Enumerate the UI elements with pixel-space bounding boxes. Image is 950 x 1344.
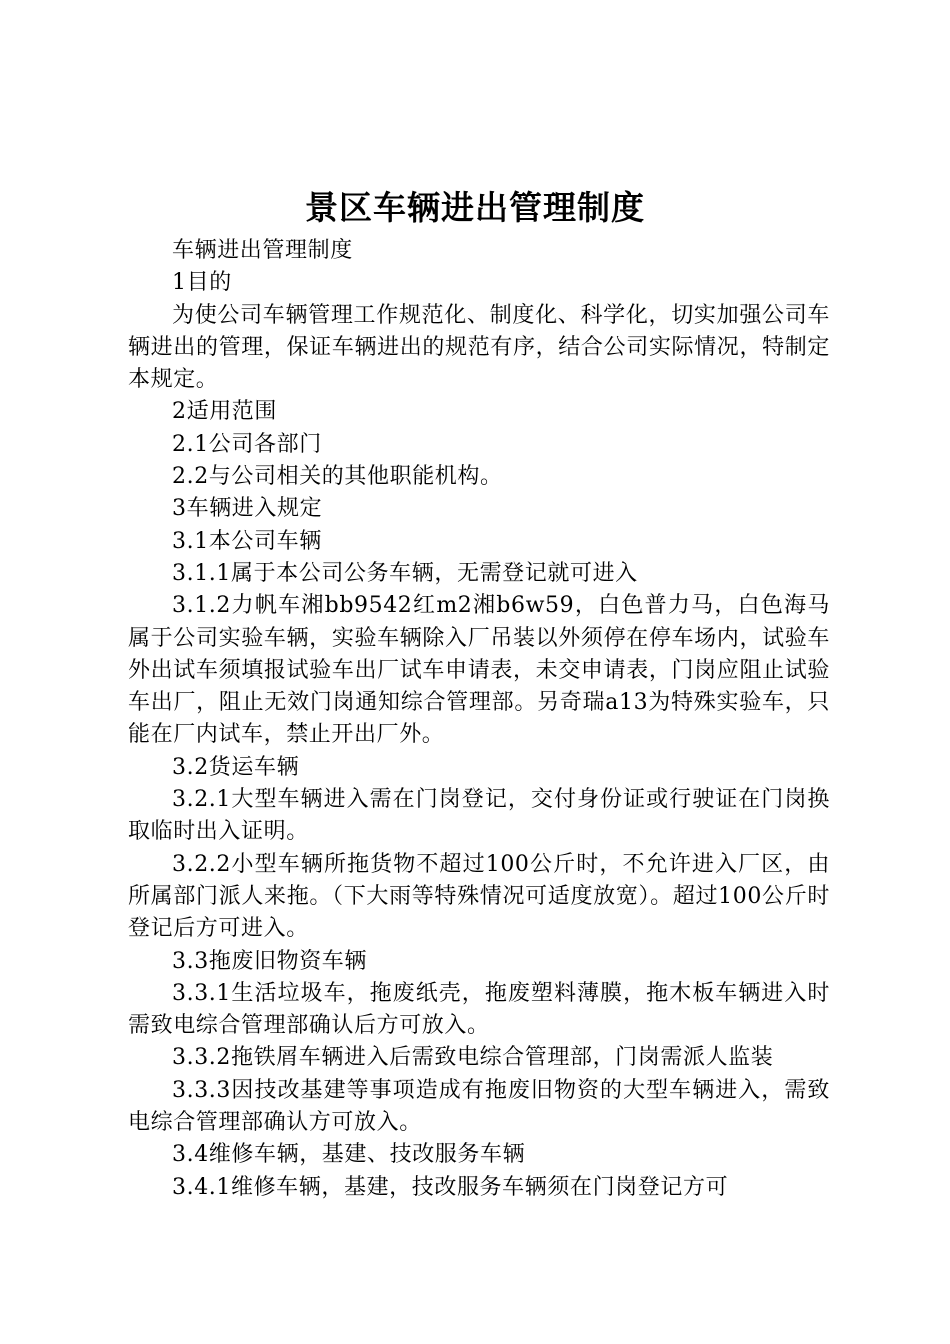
document-title: 景区车辆进出管理制度	[305, 188, 645, 227]
paragraph: 3.3.3因技改基建等事项造成有拖废旧物资的大型车辆进入，需致电综合管理部确认方可放入。	[128, 1077, 830, 1136]
paragraph: 3.3.2拖铁屑车辆进入后需致电综合管理部，门岗需派人监装	[172, 1045, 774, 1071]
paragraph: 3.3.1生活垃圾车，拖废纸壳，拖废塑料薄膜，拖木板车辆进入时需致电综合管理部确认后方可放入。	[128, 980, 830, 1039]
paragraph: 3.2.1大型车辆进入需在门岗登记，交付身份证或行驶证在门岗换取临时出入证明。	[128, 787, 830, 845]
paragraph: 3.4.1维修车辆，基建，技改服务车辆须在门岗登记方可	[172, 1174, 729, 1200]
paragraph: 3.3拖废旧物资车辆	[172, 948, 367, 974]
paragraph: 3.4维修车辆，基建、技改服务车辆	[172, 1142, 526, 1168]
paragraph: 3.1.2力帆车湘bb9542红m2湘b6w59，白色普力马，白色海马属于公司实验车辆，实验车辆除入厂吊装以外须停在停车场内，试验车外出试车须填报试验车出厂试车申请表，未交申请表，门岗应阻止试验车出厂，阻止无效门岗通知综合管理部。另奇瑞a13为特殊实验车，只能在厂内试车，禁止开出厂外。	[128, 593, 830, 748]
document-body	[128, 235, 830, 1204]
paragraph: 2.2与公司相关的其他职能机构。	[172, 464, 503, 490]
paragraph: 3.2.2小型车辆所拖货物不超过100公斤时，不允许进入厂区，由所属部门派人来拖。（下大雨等特殊情况可适度放宽）。超过100公斤时登记后方可进入。	[128, 851, 830, 942]
paragraph: 3.1本公司车辆	[172, 528, 322, 554]
paragraph: 2.1公司各部门	[172, 431, 322, 457]
paragraph: 1目的	[172, 270, 232, 296]
paragraph: 为使公司车辆管理工作规范化、制度化、科学化，切实加强公司车辆进出的管理，保证车辆进出的规范有序，结合公司实际情况，特制定本规定。	[128, 302, 830, 393]
paragraph: 3.2货运车辆	[172, 754, 300, 780]
paragraph: 3.1.1属于本公司公务车辆，无需登记就可进入	[172, 560, 638, 586]
paragraph: 3车辆进入规定	[172, 496, 323, 522]
paragraph: 2适用范围	[172, 399, 277, 425]
paragraph: 车辆进出管理制度	[172, 238, 353, 263]
